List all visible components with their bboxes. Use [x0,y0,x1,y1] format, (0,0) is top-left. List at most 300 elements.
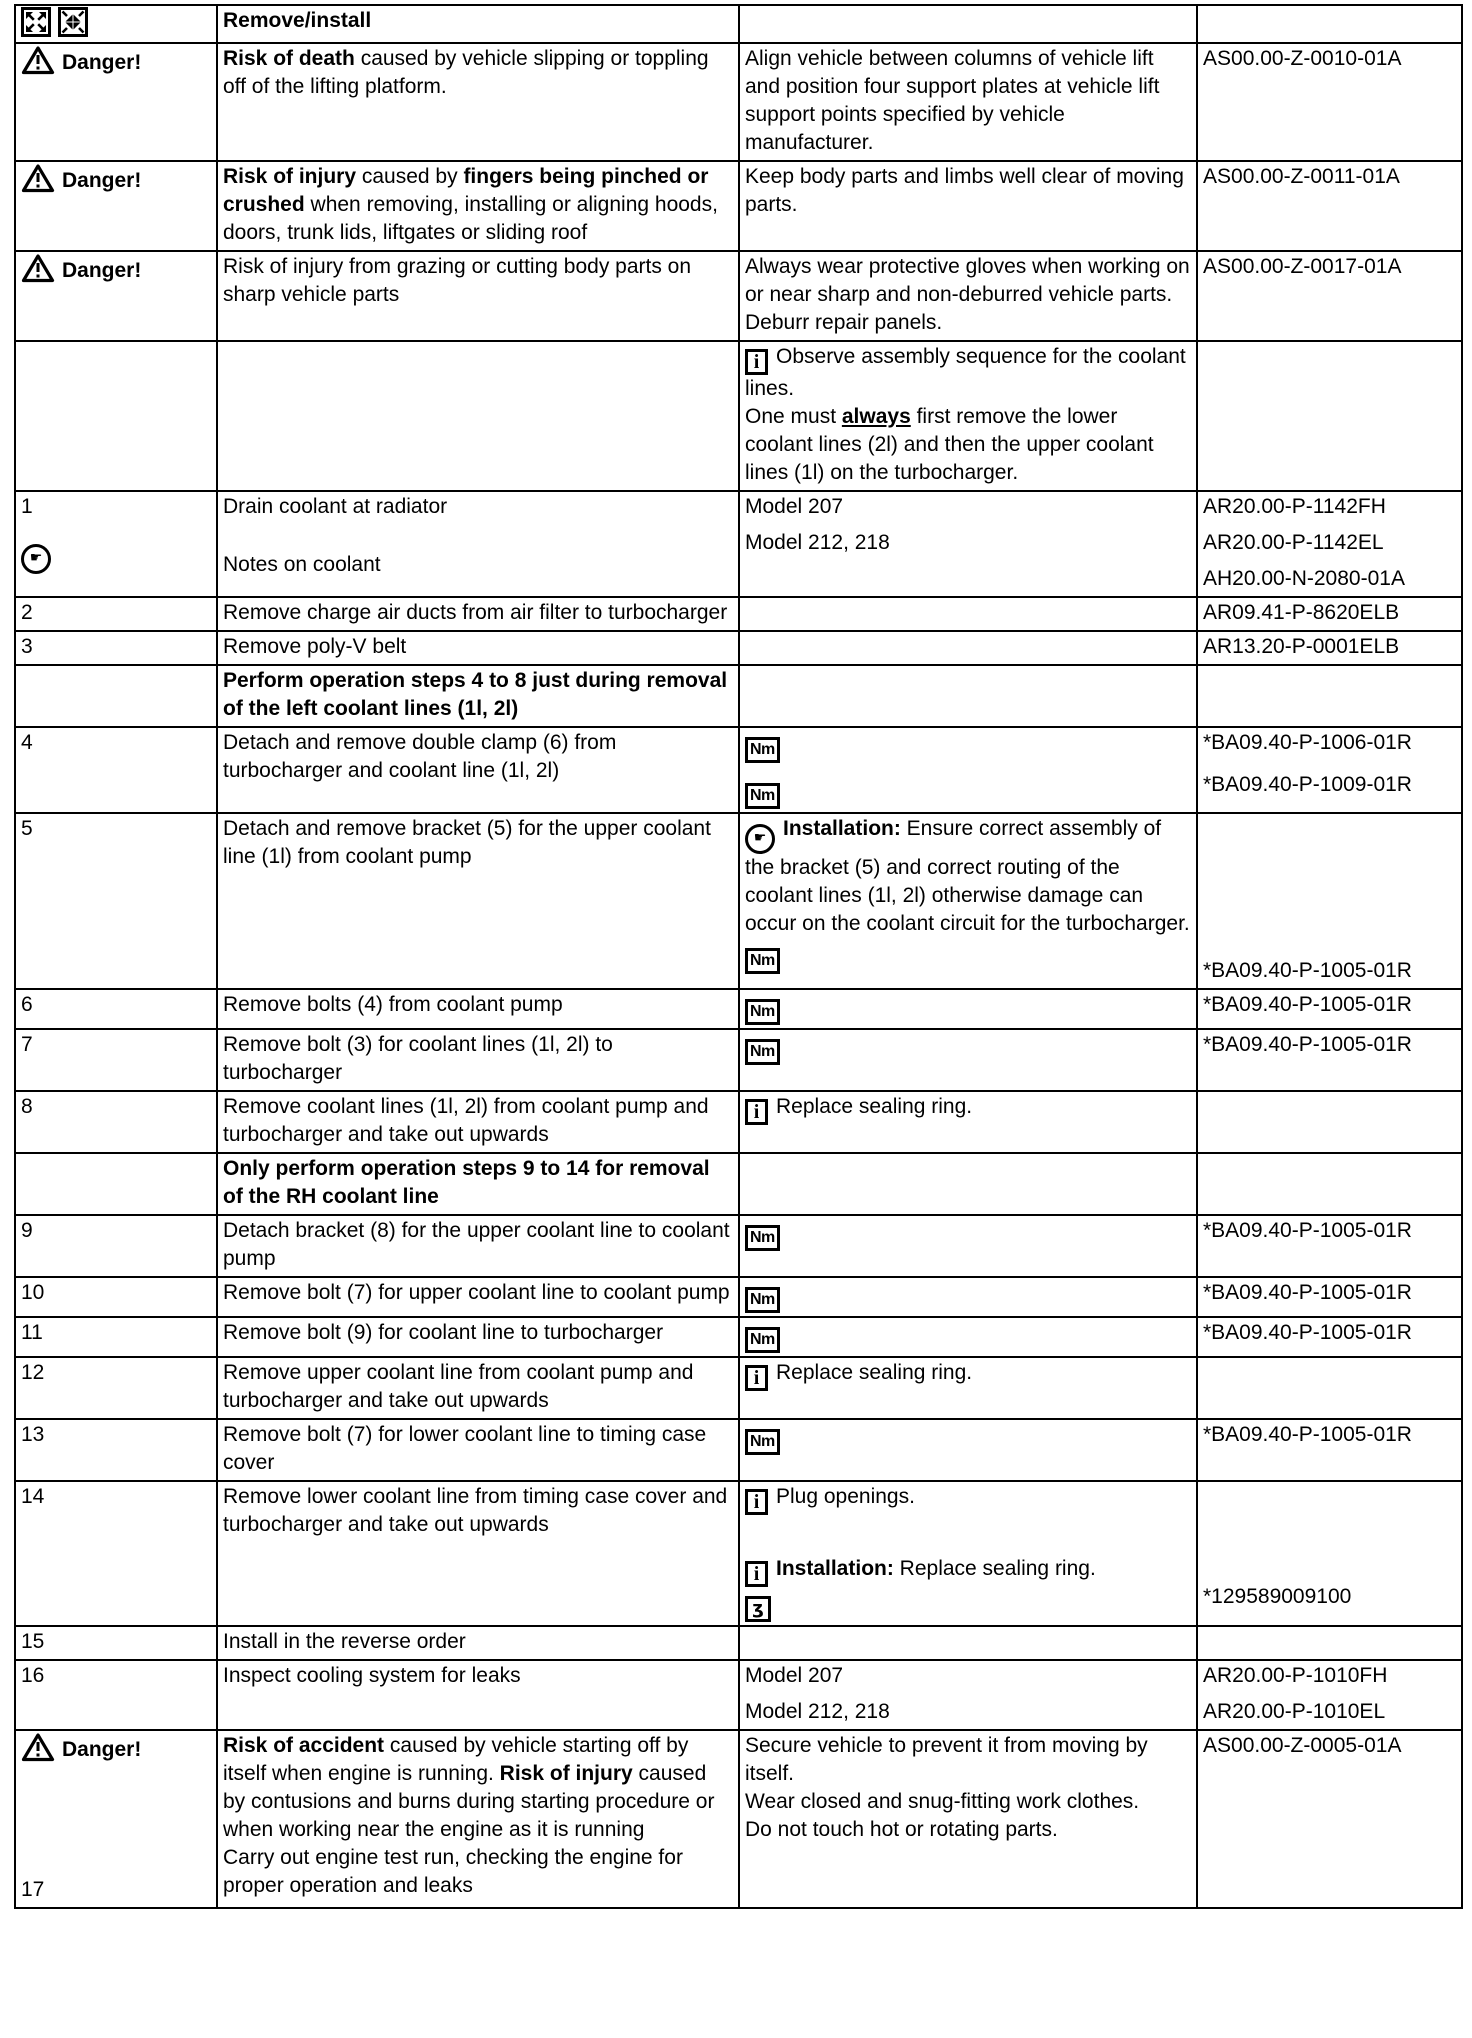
text-run: *BA09.40-P-1005-01R [1203,993,1412,1016]
code-cell [1197,1215,1462,1277]
text-run: Do not touch hot or rotating parts. [745,1818,1058,1841]
notes-cell [739,665,1197,727]
code-cell [1197,989,1462,1029]
service-procedure-document [0,4,1472,1909]
text-run: AR09.41-P-8620ELB [1203,601,1400,624]
installation-note-hand-icon: ☛ [21,544,51,574]
notes-cell [739,251,1197,341]
cell-block [745,1279,1190,1313]
notes-cell [739,1730,1197,1908]
cell-block [745,1217,1190,1251]
cell-block [1203,163,1455,191]
notes-cell [739,1481,1197,1626]
notes-cell [739,989,1197,1029]
text-run: Only perform operation steps 9 to 14 for removal of the RH coolant line [223,1157,710,1208]
symbol-cell [15,491,217,597]
procedure-table [14,4,1463,1909]
text-run: *BA09.40-P-1009-01R [1203,773,1412,796]
symbol-cell [15,1660,217,1730]
cell-block [745,940,1190,974]
text-run: caused by vehicle slipping or toppling off of the lifting platform. [223,47,709,98]
symbol-cell [15,665,217,727]
text-run: always [841,405,911,428]
text-run: 17 [21,1878,45,1901]
notes-cell [739,1215,1197,1277]
code-cell [1197,1277,1462,1317]
cell-block [223,1421,732,1477]
cell-block [223,253,732,309]
symbol-cell [15,727,217,813]
cell-block [21,163,210,195]
text-run: Risk of accident [223,1734,385,1757]
cell-block [223,1155,732,1211]
cell-block [745,493,1190,521]
operation-cell [217,665,739,727]
operation-cell [217,341,739,491]
step-row [15,1317,1462,1357]
text-run: 13 [21,1423,45,1446]
cell-block [223,1093,732,1149]
symbol-cell [15,1317,217,1357]
cell-block [21,815,210,843]
warning-triangle-icon [21,253,55,283]
operation-cell [217,1357,739,1419]
cell-block [21,1421,210,1449]
cell-block [21,1662,210,1690]
text-run: 6 [21,993,33,1016]
cell-block [1203,1583,1455,1611]
cell-block [223,667,732,723]
text-run: Ensure correct assembly of the bracket (5) and correct routing of the coolant lines (1l, 2l) otherwise damage can occur on the coolant circuit for the turbocharger. [745,817,1190,935]
text-run: AR20.00-P-1010FH [1203,1664,1388,1687]
operation-cell [217,5,739,43]
cell-block [745,1662,1190,1690]
text-run: 7 [21,1033,33,1056]
torque-nm-icon: Nm [745,1429,780,1455]
cell-block [745,1732,1190,1788]
section-row [15,665,1462,727]
cell-block [745,1589,1190,1622]
text-run: when removing, installing or aligning hoods, doors, trunk lids, liftgates or sliding roof [223,193,718,244]
cell-block [745,163,1190,219]
operation-cell [217,43,739,161]
code-cell [1197,341,1462,491]
text-run: Replace sealing ring. [776,1095,973,1118]
info-icon: i [745,1365,768,1391]
notes-cell [739,1317,1197,1357]
notes-cell [739,1626,1197,1660]
cell-block [745,309,1190,337]
symbol-cell [15,1357,217,1419]
cell-block [745,815,1190,938]
text-run: AR13.20-P-0001ELB [1203,635,1400,658]
cell-block [223,1319,732,1347]
text-run: 10 [21,1281,45,1304]
code-cell [1197,1153,1462,1215]
operation-cell [217,1215,739,1277]
warning-triangle-icon [21,163,55,193]
text-run: Danger! [62,1738,142,1761]
cell-block [745,529,1190,557]
danger-row [15,251,1462,341]
code-cell [1197,1481,1462,1626]
operation-cell [217,813,739,989]
cell-block [223,1217,732,1273]
cell-block [223,1279,732,1307]
notes-cell [739,1357,1197,1419]
step-row [15,813,1462,989]
notes-cell [739,1153,1197,1215]
cell-block [745,1816,1190,1844]
notes-cell [739,341,1197,491]
notes-cell [739,43,1197,161]
cell-block [1203,1031,1455,1059]
danger-row [15,1730,1462,1908]
section-row [15,1153,1462,1215]
code-cell [1197,1660,1462,1730]
operation-cell [217,161,739,251]
cell-block [223,163,732,247]
step-row [15,631,1462,665]
text-run: AS00.00-Z-0017-01A [1203,255,1402,278]
notes-cell [739,1029,1197,1091]
cell-block [745,1788,1190,1816]
symbol-cell [15,251,217,341]
text-run: Replace sealing ring. [893,1557,1096,1580]
cell-block [1203,45,1455,73]
cell-block [745,1359,1190,1391]
step-row [15,1357,1462,1419]
text-run: 1 [21,495,33,518]
text-run: Model 212, 218 [745,1700,890,1723]
cell-block [1203,1319,1455,1347]
text-run: 12 [21,1361,45,1384]
code-cell [1197,597,1462,631]
text-run: *BA09.40-P-1005-01R [1203,1281,1412,1304]
cell-block [21,1319,210,1347]
cell-block [745,1421,1190,1455]
text-run: Risk of injury [499,1762,633,1785]
text-run: Remove bolts (4) from coolant pump [223,993,563,1016]
step-row [15,1029,1462,1091]
symbol-cell [15,5,217,43]
operation-cell [217,1730,739,1908]
cell-block [223,551,732,579]
step-row [15,1481,1462,1626]
symbol-cell [15,1215,217,1277]
cell-block [1203,957,1455,985]
cell-block [223,493,732,521]
text-run: Remove lower coolant line from timing case cover and turbocharger and take out upwards [223,1485,728,1536]
symbol-cell [15,1277,217,1317]
cell-block [21,1093,210,1121]
cell-block [745,1698,1190,1726]
text-run: 8 [21,1095,33,1118]
text-run: Detach and remove bracket (5) for the upper coolant line (1l) from coolant pump [223,817,711,868]
text-run: Danger! [62,169,142,192]
text-run: Secure vehicle to prevent it from moving by itself. [745,1734,1148,1785]
text-run: Installation: [783,817,901,840]
cell-block [223,729,732,785]
text-run: *129589009100 [1203,1585,1352,1608]
cell-block [21,45,210,77]
symbol-cell [15,1153,217,1215]
text-run: 2 [21,601,33,624]
text-run: AR20.00-P-1142EL [1203,531,1384,554]
cell-block [223,815,732,871]
cell-block [21,633,210,661]
code-cell [1197,1357,1462,1419]
text-run: Remove/install [223,9,372,32]
text-run: Remove charge air ducts from air filter to turbocharger [223,601,728,624]
cell-block [1203,991,1455,1019]
cell-block [223,633,732,661]
text-run: *BA09.40-P-1005-01R [1203,1219,1412,1242]
cell-block [1203,729,1455,757]
info-icon: i [745,1489,768,1515]
code-cell [1197,813,1462,989]
text-run: Detach bracket (8) for the upper coolant line to coolant pump [223,1219,730,1270]
step-row [15,1626,1462,1660]
operation-cell [217,1277,739,1317]
danger-row [15,161,1462,251]
cell-block [1203,1732,1455,1760]
symbol-cell [15,341,217,491]
text-run: Remove bolt (7) for lower coolant line to timing case cover [223,1423,707,1474]
torque-nm-icon: Nm [745,1225,780,1251]
notes-cell [739,597,1197,631]
step-row [15,1419,1462,1481]
text-run: 14 [21,1485,45,1508]
cell-block [223,1732,732,1844]
text-run: Align vehicle between columns of vehicle lift and position four support plates at vehicle lift support points specified by vehicle manufacturer. [745,47,1160,154]
text-run: Plug openings. [776,1485,915,1508]
text-run: Risk of death [223,47,355,70]
symbol-cell [15,1419,217,1481]
symbol-cell [15,43,217,161]
notes-cell [739,161,1197,251]
cell-block [1203,599,1455,627]
cell-block [1203,1279,1455,1307]
text-run: Wear closed and snug-fitting work clothes. [745,1790,1140,1813]
cell-block [1203,529,1455,557]
text-run: Installation: [776,1557,894,1580]
operation-cell [217,1660,739,1730]
step-row [15,1215,1462,1277]
text-run: Remove poly-V belt [223,635,407,658]
code-cell [1197,251,1462,341]
text-run: Remove bolt (3) for coolant lines (1l, 2l) to turbocharger [223,1033,613,1084]
cell-block [21,1876,210,1904]
cell-block [1203,565,1455,593]
symbol-cell [15,1730,217,1908]
warning-triangle-icon [21,1732,55,1762]
torque-nm-icon: Nm [745,948,780,974]
text-run: Model 212, 218 [745,531,890,554]
code-cell [1197,1029,1462,1091]
code-cell [1197,665,1462,727]
notes-cell [739,727,1197,813]
text-run: AR20.00-P-1010EL [1203,1700,1386,1723]
cell-block [21,253,210,285]
text-run: 11 [21,1321,43,1344]
cell-block [223,7,732,35]
symbol-cell [15,1029,217,1091]
text-run: 9 [21,1219,33,1242]
cell-block [745,1031,1190,1065]
step-row [15,1277,1462,1317]
cell-block [21,991,210,1019]
collapse-arrows-icon [58,7,88,37]
text-run: caused by [356,165,464,188]
text-run: Carry out engine test run, checking the engine for proper operation and leaks [223,1846,683,1897]
text-run: caused by contusions and burns during starting procedure or when working near the engine as it is running [223,1762,715,1841]
step-row [15,597,1462,631]
cell-block [1203,493,1455,521]
text-run: AH20.00-N-2080-01A [1203,567,1405,590]
info-icon: i [745,349,768,375]
procedure-table-body [15,5,1462,1908]
cell-block [745,1319,1190,1353]
cell-block [745,1483,1190,1515]
warning-triangle-icon [21,45,55,75]
text-run: Risk of injury from grazing or cutting body parts on sharp vehicle parts [223,255,692,306]
text-run: Remove upper coolant line from coolant pump and turbocharger and take out upwards [223,1361,694,1412]
cell-block [21,1359,210,1387]
text-run: Risk of injury [223,165,357,188]
code-cell [1197,1419,1462,1481]
torque-nm-icon: Nm [745,783,780,809]
notes-cell [739,631,1197,665]
operation-cell [217,1091,739,1153]
cell-block [223,991,732,1019]
code-cell [1197,1730,1462,1908]
torque-nm-icon: Nm [745,1327,780,1353]
text-run: *BA09.40-P-1005-01R [1203,959,1412,982]
symbol-cell [15,1091,217,1153]
operation-cell [217,1029,739,1091]
text-run: Model 207 [745,1664,844,1687]
text-run: caused by vehicle starting off by itself when engine is running. [223,1734,689,1785]
cell-block [745,403,1190,487]
operation-cell [217,1419,739,1481]
code-cell [1197,491,1462,597]
cell-block [1203,1421,1455,1449]
notes-cell [739,1091,1197,1153]
page [0,4,1472,2038]
text-run: Install in the reverse order [223,1630,466,1653]
text-run: *BA09.40-P-1005-01R [1203,1033,1412,1056]
cell-block [745,45,1190,157]
step-row [15,989,1462,1029]
cell-block [745,1555,1190,1587]
text-run: first remove the lower coolant lines (2l) and then the upper coolant lines (1l) on the turbocharger. [745,405,1154,484]
cell-block [21,1483,210,1511]
text-run: Remove bolt (7) for upper coolant line to coolant pump [223,1281,730,1304]
text-run: Danger! [62,51,142,74]
code-cell [1197,631,1462,665]
torque-nm-icon: Nm [745,1039,780,1065]
cell-block [1203,1698,1455,1726]
torque-nm-icon: Nm [745,737,780,763]
code-cell [1197,5,1462,43]
text-run: Remove bolt (9) for coolant line to turbocharger [223,1321,664,1344]
cell-block [223,1031,732,1087]
torque-nm-icon: Nm [745,1287,780,1313]
installation-note-hand-icon: ☛ [745,824,775,854]
symbol-cell [15,1626,217,1660]
cell-block [21,535,210,574]
cell-block [21,1279,210,1307]
cell-block [745,775,1190,809]
cell-block [1203,633,1455,661]
torque-nm-icon: Nm [745,999,780,1025]
text-run: 16 [21,1664,45,1687]
text-run: Drain coolant at radiator [223,495,448,518]
symbol-cell [15,597,217,631]
text-run: Observe assembly sequence for the coolant lines. [745,345,1186,400]
cell-block [21,493,210,521]
text-run: *BA09.40-P-1005-01R [1203,1423,1412,1446]
note-row [15,341,1462,491]
text-run: Perform operation steps 4 to 8 just during removal of the left coolant lines (1l, 2l) [223,669,728,720]
cell-block [745,253,1190,309]
notes-cell [739,1419,1197,1481]
info-icon: i [745,1561,768,1587]
cell-block [223,1483,732,1539]
operation-cell [217,251,739,341]
operation-cell [217,1153,739,1215]
code-cell [1197,727,1462,813]
text-run: 4 [21,731,33,754]
header-row [15,5,1462,43]
replacement-part-icon: ʒ [745,1596,771,1622]
cell-block [21,1031,210,1059]
cell-block [21,599,210,627]
cell-block [1203,771,1455,799]
operation-cell [217,1481,739,1626]
notes-cell [739,1660,1197,1730]
symbol-cell [15,161,217,251]
danger-row [15,43,1462,161]
text-run: Replace sealing ring. [776,1361,973,1384]
expand-arrows-icon [21,7,51,37]
notes-cell [739,1277,1197,1317]
symbol-cell [15,813,217,989]
text-run: Deburr repair panels. [745,311,943,334]
text-run: One must [745,405,842,428]
text-run: AS00.00-Z-0011-01A [1203,165,1400,188]
operation-cell [217,1317,739,1357]
cell-block [745,343,1190,403]
cell-block [745,991,1190,1025]
symbol-cell [15,1481,217,1626]
cell-block [223,1628,732,1656]
text-run: Notes on coolant [223,553,381,576]
step-row [15,1091,1462,1153]
code-cell [1197,1626,1462,1660]
cell-block [223,45,732,101]
cell-block [1203,1217,1455,1245]
text-run: Keep body parts and limbs well clear of moving parts. [745,165,1184,216]
operation-cell [217,491,739,597]
cell-block [223,599,732,627]
code-cell [1197,1317,1462,1357]
notes-cell [739,491,1197,597]
step-row [15,1660,1462,1730]
step-row [15,491,1462,597]
cell-block [223,1359,732,1415]
